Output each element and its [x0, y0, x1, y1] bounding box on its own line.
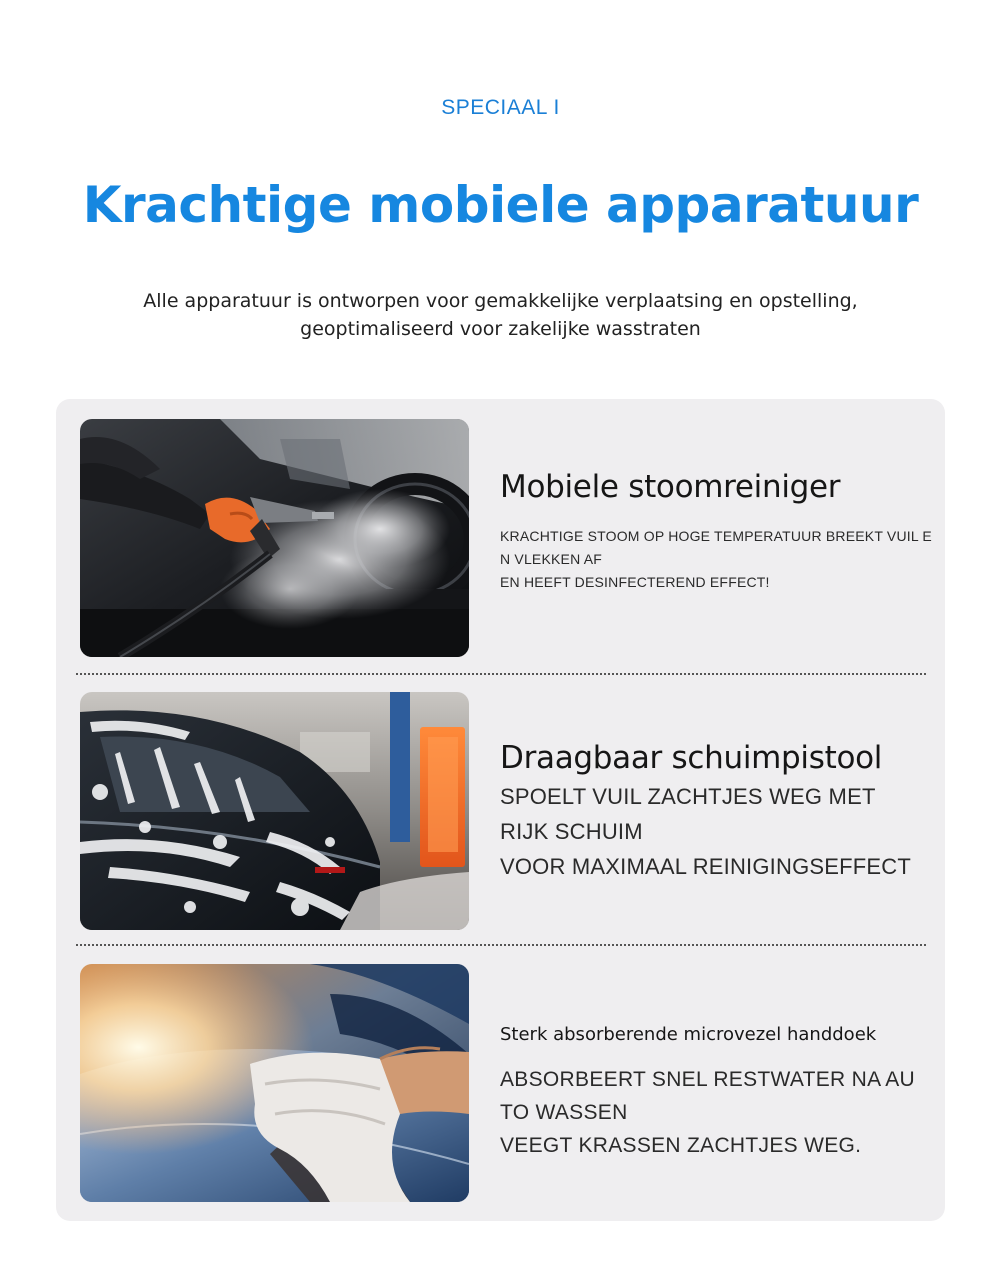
foam-gun-text: [500, 740, 932, 884]
section-eyebrow: SPECIAAL I: [441, 96, 560, 119]
foam-gun-photo: [80, 692, 469, 930]
description-line: EN HEEFT DESINFECTEREND EFFECT!: [500, 574, 770, 590]
product-title: Mobiele stoomreiniger: [500, 469, 841, 505]
product-row-microfiber-towel: [80, 964, 930, 1204]
product-description: [500, 779, 925, 884]
dotted-divider: [76, 673, 926, 675]
product-description: [500, 525, 932, 594]
microfiber-towel-photo: [80, 964, 469, 1202]
description-line: KRACHTIGE STOOM OP HOGE TEMPERATUUR BREEKT VUIL EN VLEKKEN AF: [500, 528, 932, 567]
product-title: Draagbaar schuimpistool: [500, 740, 883, 776]
product-row-steam-cleaner: [80, 419, 930, 659]
steam-cleaner-text: [500, 469, 932, 594]
microfiber-towel-text: [500, 1024, 932, 1162]
description-line: SPOELT VUIL ZACHTJES WEG MET RIJK SCHUIM: [500, 784, 876, 844]
dotted-divider: [76, 944, 926, 946]
subtitle-line-1: Alle apparatuur is ontworpen voor gemakkelijke verplaatsing en opstelling,: [143, 290, 858, 312]
description-line: ABSORBEERT SNEL RESTWATER NA AUTO WASSEN: [500, 1068, 916, 1124]
page-subtitle: [70, 287, 931, 343]
product-title: Sterk absorberende microvezel handdoek: [500, 1024, 877, 1045]
steam-cleaner-photo: [80, 419, 469, 657]
product-description: [500, 1063, 920, 1162]
subtitle-line-2: geoptimaliseerd voor zakelijke wasstraten: [300, 318, 701, 340]
page-title: Krachtige mobiele apparatuur: [82, 176, 919, 234]
product-row-foam-gun: [80, 692, 930, 932]
product-panel: [56, 399, 945, 1221]
description-line: VOOR MAXIMAAL REINIGINGSEFFECT: [500, 854, 912, 879]
description-line: VEEGT KRASSEN ZACHTJES WEG.: [500, 1134, 862, 1157]
